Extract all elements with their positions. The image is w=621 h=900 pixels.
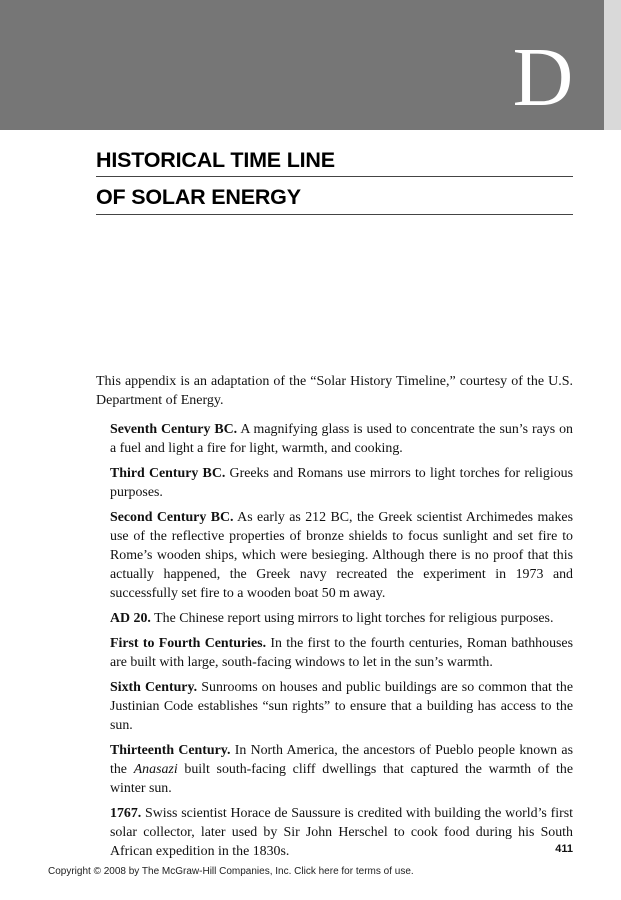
entry-label: Second Century BC. <box>110 510 234 525</box>
timeline-entry <box>110 804 573 861</box>
entry-text: The Chinese report using mirrors to light torches for religious purposes. <box>154 611 554 626</box>
entry-text: In the first to the fourth centuries, Roman bathhouses are built with large, south-facing windows to let in the sun’s warmth. <box>110 636 573 670</box>
appendix-letter: D <box>512 31 574 124</box>
entry-label: 1767. <box>110 806 142 821</box>
entry-text: Swiss scientist Horace de Saussure is credited with building the world’s first solar collector, later used by Sir John Herschel to cook food during his South African expedition in the 1830s. <box>110 806 573 859</box>
entry-label: First to Fourth Centuries. <box>110 636 267 651</box>
copyright-footer <box>48 866 568 877</box>
entry-text: A magnifying glass is used to concentrate the sun’s rays on a fuel and light a fire for light, warmth, and cooking. <box>110 422 573 456</box>
timeline-entry <box>110 464 573 502</box>
entry-label: Sixth Century. <box>110 680 198 695</box>
entry-text: In North America, the ancestors of Pueblo people known as the <box>110 743 573 777</box>
chapter-title-line-1: HISTORICAL TIME LINE <box>96 148 335 172</box>
page-number: 411 <box>555 843 573 855</box>
entry-text: Sunrooms on houses and public buildings are so common that the Justinian Code establishes “sun rights” to ensure that a building has access to the sun. <box>110 680 573 733</box>
timeline-entries <box>110 420 573 867</box>
entry-label: Thirteenth Century. <box>110 743 231 758</box>
timeline-entry <box>110 609 573 628</box>
title-divider-2 <box>96 214 573 215</box>
intro-paragraph: This appendix is an adaptation of the “Solar History Timeline,” courtesy of the U.S. Department of Energy. <box>96 374 573 408</box>
copyright-text: Copyright © 2008 by The McGraw-Hill Companies, Inc. <box>48 866 292 877</box>
entry-text: As early as 212 BC, the Greek scientist Archimedes makes use of the reflective properties of bronze shields to focus sunlight and set fire to Rome’s wooden ships, which were besieging. Although there is no proof that this actually happened, the Greek navy recreated the experiment in 1973 and successfully set fire to a wooden boat 50 m away. <box>110 510 573 601</box>
timeline-entry <box>110 508 573 603</box>
timeline-entry <box>110 634 573 672</box>
entry-label: Seventh Century BC. <box>110 422 238 437</box>
timeline-entry <box>110 678 573 735</box>
chapter-title-line-2: OF SOLAR ENERGY <box>96 185 301 209</box>
page-edge-tab <box>604 0 621 130</box>
entry-text: Greeks and Romans use mirrors to light torches for religious purposes. <box>110 466 573 500</box>
terms-of-use-link[interactable]: Click here for terms of use. <box>294 866 414 877</box>
entry-label: Third Century BC. <box>110 466 226 481</box>
entry-text: built south-facing cliff dwellings that captured the warmth of the winter sun. <box>110 762 573 796</box>
title-divider-1 <box>96 176 573 177</box>
timeline-entry <box>110 741 573 798</box>
entry-emphasis: Anasazi <box>133 762 178 777</box>
timeline-entry <box>110 420 573 458</box>
entry-label: AD 20. <box>110 611 151 626</box>
